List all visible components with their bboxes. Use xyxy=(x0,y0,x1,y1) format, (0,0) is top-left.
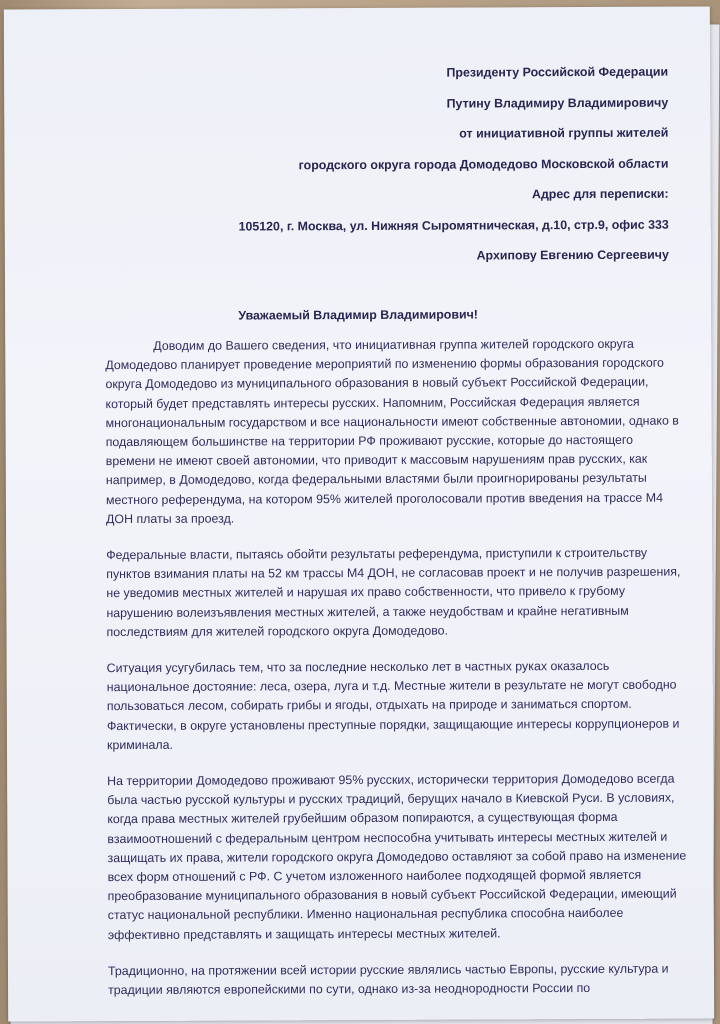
sender-line: от инициативной группы жителей xyxy=(459,125,669,141)
paragraph: На территории Домодедово проживают 95% русских, исторически территория Домодедово всегда была частью русской культуры и русских традиций, берущих начало в Киевской Руси. В условиях, когда права местных жителей грубейшим образом попираются, а существующая форма взаимоотношений с федеральным центром неспособна учитывать интересы местных жителей и защищать их права, жители городского округа Домодедово оставляют за собой право на изменение всех форм отношений с РФ. С учетом изложенного наиболее подходящей формой является преобразование муниципального образования в новый субъект Российской Федерации, имеющий статус национальной республики. Именно национальная республика способна наиболее эффективно представлять и защищать интересы местных жителей. xyxy=(107,771,687,942)
letter-page xyxy=(4,6,714,1021)
addressee-block xyxy=(238,57,669,272)
address-line: 105120, г. Москва, ул. Нижняя Сыромятническая, д.10, стр.9, офис 333 xyxy=(238,217,669,234)
paragraph: Традиционно, на протяжении всей истории русские являлись частью Европы, русские культура и традиции являются европейскими по сути, однако из-за неоднородности России по xyxy=(107,961,669,998)
addressee-line: Путину Владимиру Владимировичу xyxy=(446,95,669,111)
paragraph: Федеральные власти, пытаясь обойти результаты референдума, приступили к строительству пунктов взимания платы на 52 км трассы М4 ДОН, не согласовав проект и не получив разрешения, не уведомив местных жителей и нарушая их право собственности, что привело к грубому нарушению волеизъявления местных жителей, а также неудобствам и крайне негативным последствиям для жителей городского округа Домодедово. xyxy=(106,545,681,639)
address-label: Адрес для переписки: xyxy=(531,186,669,202)
paragraph: Доводим до Вашего сведения, что инициативная группа жителей городского округа Домодедово планирует проведение мероприятий по изменению формы образования городского округа Домодедово из муниципального образования в новый субъект Российской Федерации, который будет представлять интересы русских. Напомним, Российская Федерация является многонациональным государством и все национальности имеют собственные автономии, однако в подавляющем большинстве на территории РФ проживают русские, которые до настоящего времени не имеют своей автономии, что приводит к массовым нарушениям прав русских, как например, в Домодедово, когда федеральными властями были проигнорированы результаты местного референдума, на котором 95% жителей проголосовали против введения на трассе М4 ДОН платы за проезд. xyxy=(105,336,679,526)
salutation: Уважаемый Владимир Владимирович! xyxy=(238,307,478,323)
addressee-line: Президенту Российской Федерации xyxy=(446,64,669,80)
letter-body xyxy=(105,335,688,1001)
address-recipient-line: Архипову Евгению Сергеевичу xyxy=(476,247,669,263)
paragraph: Ситуация усугубилась тем, что за последние несколько лет в частных руках оказалось национальное достояние: леса, озера, луга и т.д. Местные жители в результате не могут свободно пользоваться лесом, собирать грибы и ягоды, отдыхать на природе и заниматься спортом. Фактически, в округе установлены преступные порядки, защищающие интересы коррупционеров и криминала. xyxy=(106,658,680,752)
sender-line: городского округа города Домодедово Московской области xyxy=(298,156,669,172)
